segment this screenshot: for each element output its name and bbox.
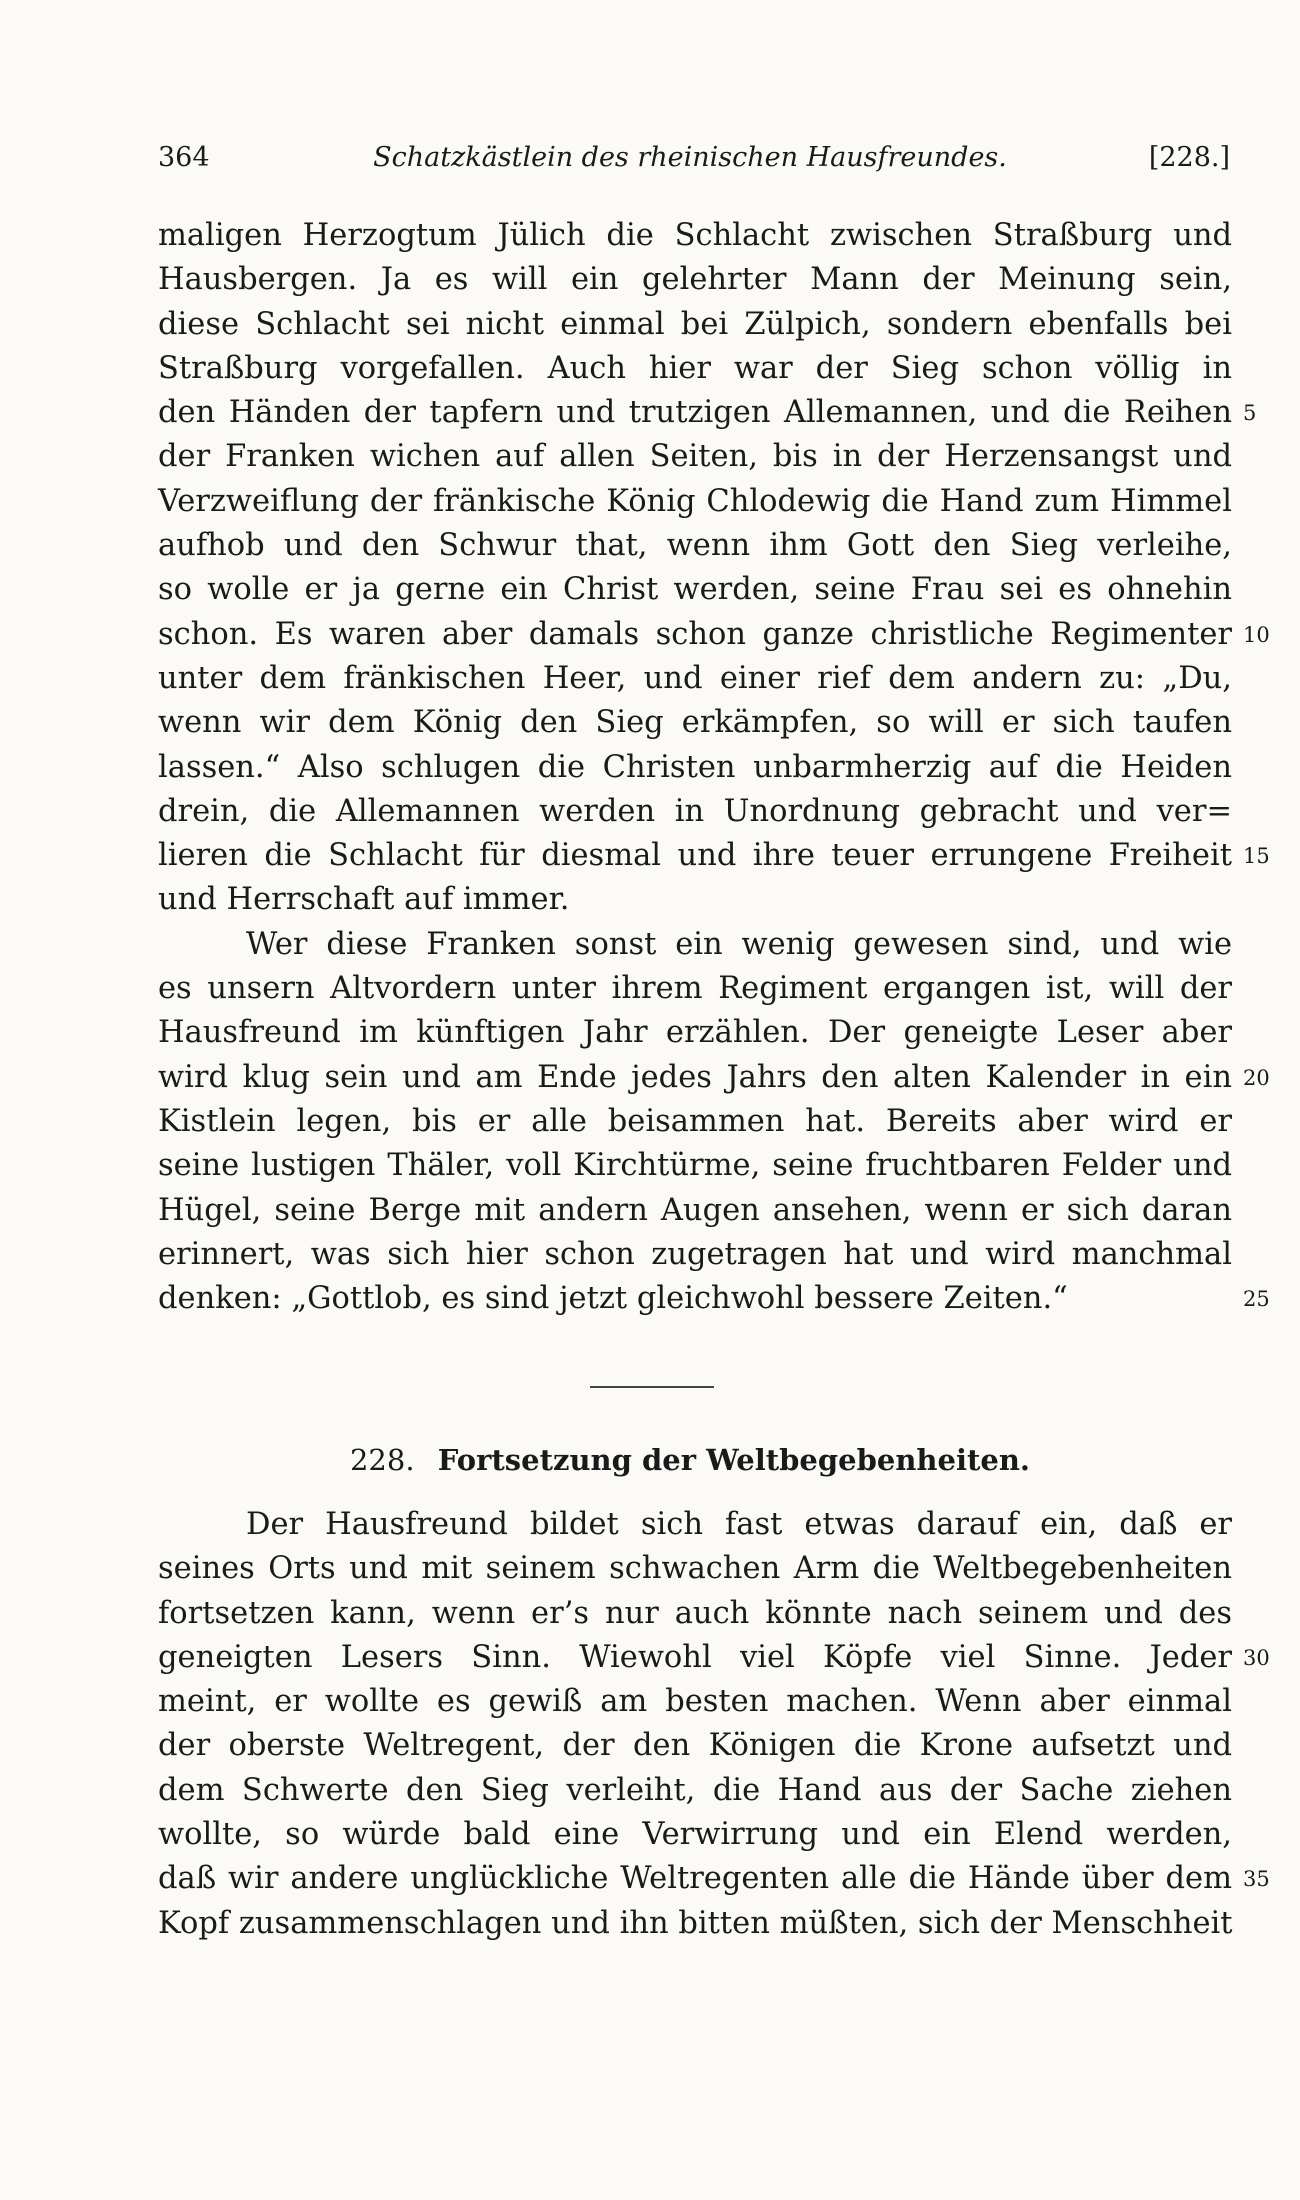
text-line: geneigten Lesers Sinn. Wiewohl viel Köpfe viel Sinne. Jeder <box>158 1639 1232 1675</box>
text-line-with-number <box>158 1056 1270 1100</box>
page-header <box>150 138 1230 178</box>
text-line: aufhob und den Schwur that, wenn ihm Gott den Sieg verleihe, <box>158 528 1232 564</box>
text-line: lassen.“ Also schlugen die Christen unbarmherzig auf die Heiden <box>158 749 1232 785</box>
text-line: Hügel, seine Berge mit andern Augen ansehen, wenn er sich daran <box>158 1192 1232 1228</box>
text-line: meint, er wollte es gewiß am besten machen. Wenn aber einmal <box>158 1684 1232 1720</box>
text-line: es unsern Altvordern unter ihrem Regiment ergangen ist, will der <box>158 971 1232 1007</box>
text-line: Verzweiflung der fränkische König Chlodewig die Hand zum Himmel <box>158 483 1232 519</box>
text-line: lieren die Schlacht für diesmal und ihre teuer errungene Freiheit <box>158 838 1232 874</box>
text-line: den Händen der tapfern und trutzigen Allemannen, und die Reihen <box>158 395 1232 431</box>
text-line: wollte, so würde bald eine Verwirrung und ein Elend werden, <box>158 1817 1232 1853</box>
text-line-with-number <box>158 613 1270 657</box>
line-number: 15 <box>1243 844 1270 869</box>
section-title: Fortsetzung der Weltbegebenheiten. <box>437 1443 1031 1477</box>
line-number: 35 <box>1243 1867 1270 1892</box>
text-line: schon. Es waren aber damals schon ganze christliche Regimenter <box>158 616 1232 652</box>
text-line: unter dem fränkischen Heer, und einer rief dem andern zu: „Du, <box>158 660 1232 696</box>
text-line: denken: „Gottlob, es sind jetzt gleichwohl bessere Zeiten.“ <box>158 1281 1068 1317</box>
text-block-top <box>158 214 1270 1321</box>
line-number: 5 <box>1243 401 1257 426</box>
text-line: Straßburg vorgefallen. Auch hier war der Sieg schon völlig in <box>158 350 1232 386</box>
text-line-with-number <box>158 834 1270 878</box>
section-divider <box>590 1386 714 1388</box>
text-line: wird klug sein und am Ende jedes Jahrs den alten Kalender in ein <box>158 1059 1232 1095</box>
line-number: 30 <box>1243 1645 1270 1670</box>
text-line: erinnert, was sich hier schon zugetragen hat und wird manchmal <box>158 1236 1232 1272</box>
text-line: Hausbergen. Ja es will ein gelehrter Mann der Meinung sein, <box>158 262 1232 298</box>
text-line: wenn wir dem König den Sieg erkämpfen, so will er sich taufen <box>158 705 1232 741</box>
text-line: Der Hausfreund bildet sich fast etwas darauf ein, daß er <box>246 1507 1232 1542</box>
text-line: Hausfreund im künftigen Jahr erzählen. Der geneigte Leser aber <box>158 1015 1232 1051</box>
text-line: Wer diese Franken sonst ein wenig gewesen sind, und wie <box>246 926 1232 962</box>
section-number: 228. <box>349 1443 415 1477</box>
text-line-with-number <box>158 1277 1270 1321</box>
text-line-with-number <box>158 1857 1270 1901</box>
text-line: maligen Herzogtum Jülich die Schlacht zwischen Straßburg und <box>158 218 1232 253</box>
text-line: daß wir andere unglückliche Weltregenten alle die Hände über dem <box>158 1861 1232 1897</box>
section-heading <box>150 1436 1230 1484</box>
text-line-with-number <box>158 391 1257 435</box>
text-line: so wolle er ja gerne ein Christ werden, seine Frau sei es ohnehin <box>158 572 1232 608</box>
text-line: Kistlein legen, bis er alle beisammen hat. Bereits aber wird er <box>158 1103 1232 1139</box>
text-line: Kopf zusammenschlagen und ihn bitten müßten, sich der Menschheit <box>158 1905 1233 1941</box>
text-line: und Herrschaft auf immer. <box>158 882 570 918</box>
running-title: Schatzkästlein des rheinischen Hausfreundes. <box>373 142 1007 173</box>
text-line: dem Schwerte den Sieg verleiht, die Hand aus der Sache ziehen <box>158 1772 1232 1808</box>
text-line-with-number <box>158 1636 1270 1680</box>
text-line: seine lustigen Thäler, voll Kirchtürme, seine fruchtbaren Felder und <box>158 1148 1232 1184</box>
text-line: diese Schlacht sei nicht einmal bei Zülpich, sondern ebenfalls bei <box>158 306 1232 342</box>
text-line: seines Orts und mit seinem schwachen Arm die Weltbegebenheiten <box>158 1551 1232 1587</box>
text-line: fortsetzen kann, wenn er’s nur auch könnte nach seinem und des <box>158 1595 1232 1631</box>
line-number: 10 <box>1243 622 1270 647</box>
text-line: der Franken wichen auf allen Seiten, bis in der Herzensangst und <box>158 439 1232 475</box>
line-number: 20 <box>1243 1065 1270 1090</box>
line-number: 25 <box>1243 1287 1270 1312</box>
text-block-bottom <box>158 1503 1270 1946</box>
page-number: 364 <box>158 142 210 173</box>
text-line: der oberste Weltregent, der den Königen die Krone aufsetzt und <box>158 1728 1232 1764</box>
section-reference: [228.] <box>1148 142 1230 173</box>
text-line: drein, die Allemannen werden in Unordnung gebracht und ver= <box>158 793 1232 829</box>
